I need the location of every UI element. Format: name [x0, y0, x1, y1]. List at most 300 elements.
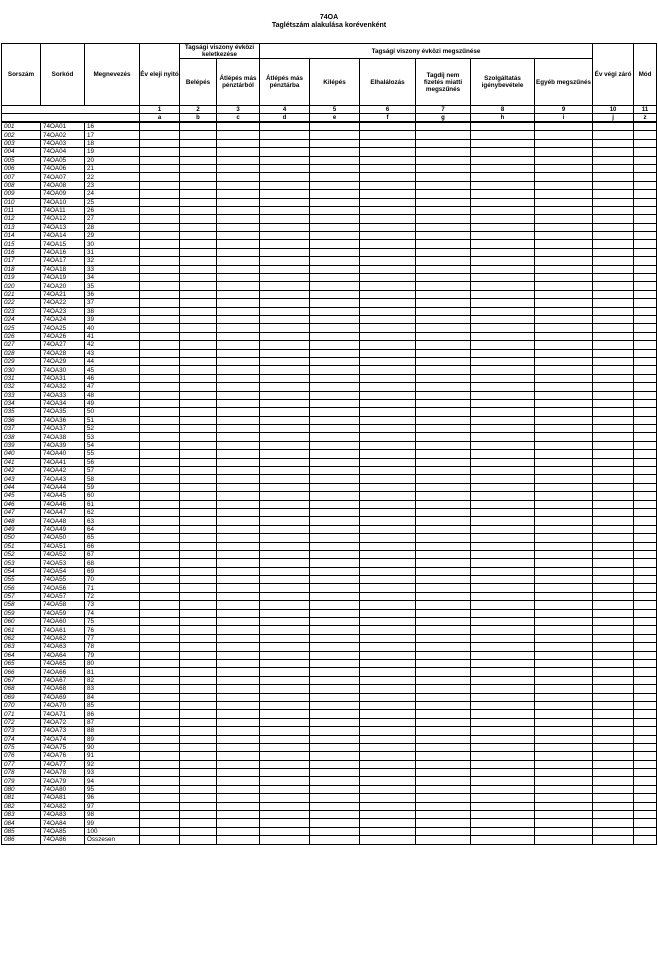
value-cell[interactable]: [310, 710, 360, 718]
value-cell[interactable]: [217, 232, 260, 240]
value-cell[interactable]: [180, 525, 217, 533]
value-cell[interactable]: [140, 534, 180, 542]
value-cell[interactable]: [360, 190, 416, 198]
value-cell[interactable]: [180, 660, 217, 668]
value-cell[interactable]: [260, 274, 310, 282]
value-cell[interactable]: [416, 794, 471, 802]
value-cell[interactable]: [416, 315, 471, 323]
value-cell[interactable]: [260, 164, 310, 172]
value-cell[interactable]: [310, 525, 360, 533]
value-cell[interactable]: [140, 467, 180, 475]
value-cell[interactable]: [416, 467, 471, 475]
value-cell[interactable]: [360, 122, 416, 131]
value-cell[interactable]: [217, 240, 260, 248]
value-cell[interactable]: [180, 198, 217, 206]
value-cell[interactable]: [471, 626, 535, 634]
value-cell[interactable]: [260, 181, 310, 189]
value-cell[interactable]: [217, 198, 260, 206]
value-cell[interactable]: [180, 173, 217, 181]
value-cell[interactable]: [535, 550, 593, 558]
value-cell[interactable]: [471, 660, 535, 668]
value-cell[interactable]: [416, 416, 471, 424]
value-cell[interactable]: [593, 357, 634, 365]
value-cell[interactable]: [634, 785, 657, 793]
value-cell[interactable]: [180, 534, 217, 542]
value-cell[interactable]: [360, 164, 416, 172]
value-cell[interactable]: [140, 517, 180, 525]
value-cell[interactable]: [140, 215, 180, 223]
value-cell[interactable]: [634, 391, 657, 399]
value-cell[interactable]: [471, 576, 535, 584]
value-cell[interactable]: [535, 567, 593, 575]
value-cell[interactable]: [593, 483, 634, 491]
value-cell[interactable]: [535, 190, 593, 198]
value-cell[interactable]: [180, 164, 217, 172]
value-cell[interactable]: [593, 534, 634, 542]
value-cell[interactable]: [260, 508, 310, 516]
value-cell[interactable]: [140, 735, 180, 743]
value-cell[interactable]: [471, 349, 535, 357]
value-cell[interactable]: [140, 701, 180, 709]
value-cell[interactable]: [310, 592, 360, 600]
value-cell[interactable]: [180, 508, 217, 516]
value-cell[interactable]: [217, 827, 260, 835]
value-cell[interactable]: [310, 618, 360, 626]
value-cell[interactable]: [140, 626, 180, 634]
value-cell[interactable]: [180, 433, 217, 441]
value-cell[interactable]: [471, 743, 535, 751]
value-cell[interactable]: [416, 819, 471, 827]
value-cell[interactable]: [310, 357, 360, 365]
value-cell[interactable]: [471, 399, 535, 407]
value-cell[interactable]: [140, 643, 180, 651]
value-cell[interactable]: [260, 425, 310, 433]
value-cell[interactable]: [535, 383, 593, 391]
value-cell[interactable]: [360, 735, 416, 743]
value-cell[interactable]: [593, 248, 634, 256]
value-cell[interactable]: [180, 458, 217, 466]
value-cell[interactable]: [593, 651, 634, 659]
value-cell[interactable]: [260, 307, 310, 315]
value-cell[interactable]: [180, 676, 217, 684]
value-cell[interactable]: [360, 601, 416, 609]
value-cell[interactable]: [260, 567, 310, 575]
value-cell[interactable]: [140, 315, 180, 323]
value-cell[interactable]: [180, 223, 217, 231]
value-cell[interactable]: [180, 827, 217, 835]
value-cell[interactable]: [217, 450, 260, 458]
value-cell[interactable]: [593, 584, 634, 592]
value-cell[interactable]: [471, 299, 535, 307]
value-cell[interactable]: [593, 735, 634, 743]
value-cell[interactable]: [360, 441, 416, 449]
value-cell[interactable]: [310, 164, 360, 172]
value-cell[interactable]: [535, 441, 593, 449]
value-cell[interactable]: [634, 383, 657, 391]
value-cell[interactable]: [634, 467, 657, 475]
value-cell[interactable]: [535, 408, 593, 416]
value-cell[interactable]: [471, 643, 535, 651]
value-cell[interactable]: [310, 517, 360, 525]
value-cell[interactable]: [416, 743, 471, 751]
value-cell[interactable]: [593, 240, 634, 248]
value-cell[interactable]: [260, 534, 310, 542]
value-cell[interactable]: [634, 416, 657, 424]
value-cell[interactable]: [535, 508, 593, 516]
value-cell[interactable]: [260, 416, 310, 424]
value-cell[interactable]: [310, 315, 360, 323]
value-cell[interactable]: [140, 794, 180, 802]
value-cell[interactable]: [260, 122, 310, 131]
value-cell[interactable]: [593, 626, 634, 634]
value-cell[interactable]: [416, 240, 471, 248]
value-cell[interactable]: [260, 391, 310, 399]
value-cell[interactable]: [180, 332, 217, 340]
value-cell[interactable]: [593, 282, 634, 290]
value-cell[interactable]: [217, 433, 260, 441]
value-cell[interactable]: [217, 315, 260, 323]
value-cell[interactable]: [217, 156, 260, 164]
value-cell[interactable]: [471, 811, 535, 819]
value-cell[interactable]: [634, 190, 657, 198]
value-cell[interactable]: [416, 450, 471, 458]
value-cell[interactable]: [471, 802, 535, 810]
value-cell[interactable]: [471, 475, 535, 483]
value-cell[interactable]: [535, 131, 593, 139]
value-cell[interactable]: [180, 475, 217, 483]
value-cell[interactable]: [310, 416, 360, 424]
value-cell[interactable]: [535, 206, 593, 214]
value-cell[interactable]: [634, 685, 657, 693]
value-cell[interactable]: [593, 525, 634, 533]
value-cell[interactable]: [180, 643, 217, 651]
value-cell[interactable]: [416, 601, 471, 609]
value-cell[interactable]: [471, 819, 535, 827]
value-cell[interactable]: [360, 274, 416, 282]
value-cell[interactable]: [260, 257, 310, 265]
value-cell[interactable]: [260, 592, 310, 600]
value-cell[interactable]: [310, 811, 360, 819]
value-cell[interactable]: [140, 408, 180, 416]
value-cell[interactable]: [140, 324, 180, 332]
value-cell[interactable]: [471, 777, 535, 785]
value-cell[interactable]: [260, 223, 310, 231]
value-cell[interactable]: [260, 248, 310, 256]
value-cell[interactable]: [260, 324, 310, 332]
value-cell[interactable]: [180, 341, 217, 349]
value-cell[interactable]: [180, 383, 217, 391]
value-cell[interactable]: [471, 173, 535, 181]
value-cell[interactable]: [217, 802, 260, 810]
value-cell[interactable]: [260, 802, 310, 810]
value-cell[interactable]: [593, 475, 634, 483]
value-cell[interactable]: [593, 315, 634, 323]
value-cell[interactable]: [310, 374, 360, 382]
value-cell[interactable]: [310, 341, 360, 349]
value-cell[interactable]: [140, 819, 180, 827]
value-cell[interactable]: [217, 223, 260, 231]
value-cell[interactable]: [593, 383, 634, 391]
value-cell[interactable]: [535, 173, 593, 181]
value-cell[interactable]: [535, 307, 593, 315]
value-cell[interactable]: [360, 592, 416, 600]
value-cell[interactable]: [310, 366, 360, 374]
value-cell[interactable]: [360, 576, 416, 584]
value-cell[interactable]: [140, 718, 180, 726]
value-cell[interactable]: [634, 836, 657, 844]
value-cell[interactable]: [180, 542, 217, 550]
value-cell[interactable]: [217, 710, 260, 718]
value-cell[interactable]: [310, 718, 360, 726]
value-cell[interactable]: [360, 508, 416, 516]
value-cell[interactable]: [140, 139, 180, 147]
value-cell[interactable]: [535, 366, 593, 374]
value-cell[interactable]: [416, 198, 471, 206]
value-cell[interactable]: [360, 206, 416, 214]
value-cell[interactable]: [593, 634, 634, 642]
value-cell[interactable]: [593, 676, 634, 684]
value-cell[interactable]: [310, 685, 360, 693]
value-cell[interactable]: [535, 492, 593, 500]
value-cell[interactable]: [471, 651, 535, 659]
value-cell[interactable]: [593, 391, 634, 399]
value-cell[interactable]: [416, 332, 471, 340]
value-cell[interactable]: [634, 727, 657, 735]
value-cell[interactable]: [360, 785, 416, 793]
value-cell[interactable]: [180, 232, 217, 240]
value-cell[interactable]: [140, 299, 180, 307]
value-cell[interactable]: [360, 660, 416, 668]
value-cell[interactable]: [310, 609, 360, 617]
value-cell[interactable]: [217, 769, 260, 777]
value-cell[interactable]: [416, 525, 471, 533]
value-cell[interactable]: [217, 425, 260, 433]
value-cell[interactable]: [310, 332, 360, 340]
value-cell[interactable]: [535, 139, 593, 147]
value-cell[interactable]: [140, 592, 180, 600]
value-cell[interactable]: [416, 190, 471, 198]
value-cell[interactable]: [593, 550, 634, 558]
value-cell[interactable]: [634, 802, 657, 810]
value-cell[interactable]: [593, 802, 634, 810]
value-cell[interactable]: [360, 567, 416, 575]
value-cell[interactable]: [471, 198, 535, 206]
value-cell[interactable]: [217, 122, 260, 131]
value-cell[interactable]: [593, 433, 634, 441]
value-cell[interactable]: [535, 332, 593, 340]
value-cell[interactable]: [260, 727, 310, 735]
value-cell[interactable]: [535, 156, 593, 164]
value-cell[interactable]: [535, 248, 593, 256]
value-cell[interactable]: [310, 349, 360, 357]
value-cell[interactable]: [535, 525, 593, 533]
value-cell[interactable]: [416, 651, 471, 659]
value-cell[interactable]: [217, 383, 260, 391]
value-cell[interactable]: [535, 651, 593, 659]
value-cell[interactable]: [634, 718, 657, 726]
value-cell[interactable]: [535, 433, 593, 441]
value-cell[interactable]: [180, 802, 217, 810]
value-cell[interactable]: [360, 383, 416, 391]
value-cell[interactable]: [634, 265, 657, 273]
value-cell[interactable]: [535, 122, 593, 131]
value-cell[interactable]: [217, 441, 260, 449]
value-cell[interactable]: [310, 223, 360, 231]
value-cell[interactable]: [217, 693, 260, 701]
value-cell[interactable]: [260, 500, 310, 508]
value-cell[interactable]: [471, 190, 535, 198]
value-cell[interactable]: [140, 307, 180, 315]
value-cell[interactable]: [535, 718, 593, 726]
value-cell[interactable]: [140, 827, 180, 835]
value-cell[interactable]: [416, 676, 471, 684]
value-cell[interactable]: [360, 299, 416, 307]
value-cell[interactable]: [217, 357, 260, 365]
value-cell[interactable]: [535, 592, 593, 600]
value-cell[interactable]: [634, 668, 657, 676]
value-cell[interactable]: [634, 492, 657, 500]
value-cell[interactable]: [416, 609, 471, 617]
value-cell[interactable]: [593, 164, 634, 172]
value-cell[interactable]: [360, 223, 416, 231]
value-cell[interactable]: [416, 181, 471, 189]
value-cell[interactable]: [140, 483, 180, 491]
value-cell[interactable]: [217, 458, 260, 466]
value-cell[interactable]: [471, 131, 535, 139]
value-cell[interactable]: [593, 592, 634, 600]
value-cell[interactable]: [217, 685, 260, 693]
value-cell[interactable]: [360, 450, 416, 458]
value-cell[interactable]: [217, 299, 260, 307]
value-cell[interactable]: [416, 618, 471, 626]
value-cell[interactable]: [360, 718, 416, 726]
value-cell[interactable]: [180, 743, 217, 751]
value-cell[interactable]: [634, 811, 657, 819]
value-cell[interactable]: [260, 811, 310, 819]
value-cell[interactable]: [360, 290, 416, 298]
value-cell[interactable]: [593, 508, 634, 516]
value-cell[interactable]: [471, 542, 535, 550]
value-cell[interactable]: [140, 458, 180, 466]
value-cell[interactable]: [634, 676, 657, 684]
value-cell[interactable]: [260, 693, 310, 701]
value-cell[interactable]: [634, 534, 657, 542]
value-cell[interactable]: [360, 324, 416, 332]
value-cell[interactable]: [140, 181, 180, 189]
value-cell[interactable]: [535, 215, 593, 223]
value-cell[interactable]: [180, 391, 217, 399]
value-cell[interactable]: [471, 559, 535, 567]
value-cell[interactable]: [217, 282, 260, 290]
value-cell[interactable]: [593, 710, 634, 718]
value-cell[interactable]: [217, 785, 260, 793]
value-cell[interactable]: [310, 265, 360, 273]
value-cell[interactable]: [360, 492, 416, 500]
value-cell[interactable]: [416, 148, 471, 156]
value-cell[interactable]: [260, 777, 310, 785]
value-cell[interactable]: [535, 576, 593, 584]
value-cell[interactable]: [217, 550, 260, 558]
value-cell[interactable]: [140, 206, 180, 214]
value-cell[interactable]: [260, 173, 310, 181]
value-cell[interactable]: [360, 366, 416, 374]
value-cell[interactable]: [217, 567, 260, 575]
value-cell[interactable]: [260, 190, 310, 198]
value-cell[interactable]: [471, 223, 535, 231]
value-cell[interactable]: [535, 794, 593, 802]
value-cell[interactable]: [416, 584, 471, 592]
value-cell[interactable]: [260, 676, 310, 684]
value-cell[interactable]: [471, 517, 535, 525]
value-cell[interactable]: [140, 148, 180, 156]
value-cell[interactable]: [140, 156, 180, 164]
value-cell[interactable]: [140, 752, 180, 760]
value-cell[interactable]: [634, 601, 657, 609]
value-cell[interactable]: [310, 450, 360, 458]
value-cell[interactable]: [360, 467, 416, 475]
value-cell[interactable]: [593, 785, 634, 793]
value-cell[interactable]: [360, 643, 416, 651]
value-cell[interactable]: [180, 324, 217, 332]
value-cell[interactable]: [140, 785, 180, 793]
value-cell[interactable]: [140, 441, 180, 449]
value-cell[interactable]: [471, 206, 535, 214]
value-cell[interactable]: [634, 609, 657, 617]
value-cell[interactable]: [593, 374, 634, 382]
value-cell[interactable]: [634, 408, 657, 416]
value-cell[interactable]: [260, 718, 310, 726]
value-cell[interactable]: [535, 743, 593, 751]
value-cell[interactable]: [535, 836, 593, 844]
value-cell[interactable]: [416, 550, 471, 558]
value-cell[interactable]: [180, 206, 217, 214]
value-cell[interactable]: [260, 769, 310, 777]
value-cell[interactable]: [140, 164, 180, 172]
value-cell[interactable]: [593, 441, 634, 449]
value-cell[interactable]: [593, 601, 634, 609]
value-cell[interactable]: [535, 769, 593, 777]
value-cell[interactable]: [471, 265, 535, 273]
value-cell[interactable]: [360, 458, 416, 466]
value-cell[interactable]: [535, 416, 593, 424]
value-cell[interactable]: [471, 315, 535, 323]
value-cell[interactable]: [593, 366, 634, 374]
value-cell[interactable]: [593, 827, 634, 835]
value-cell[interactable]: [360, 139, 416, 147]
value-cell[interactable]: [360, 794, 416, 802]
value-cell[interactable]: [180, 190, 217, 198]
value-cell[interactable]: [593, 332, 634, 340]
value-cell[interactable]: [416, 475, 471, 483]
value-cell[interactable]: [535, 399, 593, 407]
value-cell[interactable]: [180, 357, 217, 365]
value-cell[interactable]: [416, 156, 471, 164]
value-cell[interactable]: [180, 693, 217, 701]
value-cell[interactable]: [260, 139, 310, 147]
value-cell[interactable]: [140, 274, 180, 282]
value-cell[interactable]: [180, 408, 217, 416]
value-cell[interactable]: [360, 156, 416, 164]
value-cell[interactable]: [310, 802, 360, 810]
value-cell[interactable]: [260, 743, 310, 751]
value-cell[interactable]: [634, 156, 657, 164]
value-cell[interactable]: [471, 324, 535, 332]
value-cell[interactable]: [217, 181, 260, 189]
value-cell[interactable]: [471, 492, 535, 500]
value-cell[interactable]: [416, 592, 471, 600]
value-cell[interactable]: [217, 626, 260, 634]
value-cell[interactable]: [140, 609, 180, 617]
